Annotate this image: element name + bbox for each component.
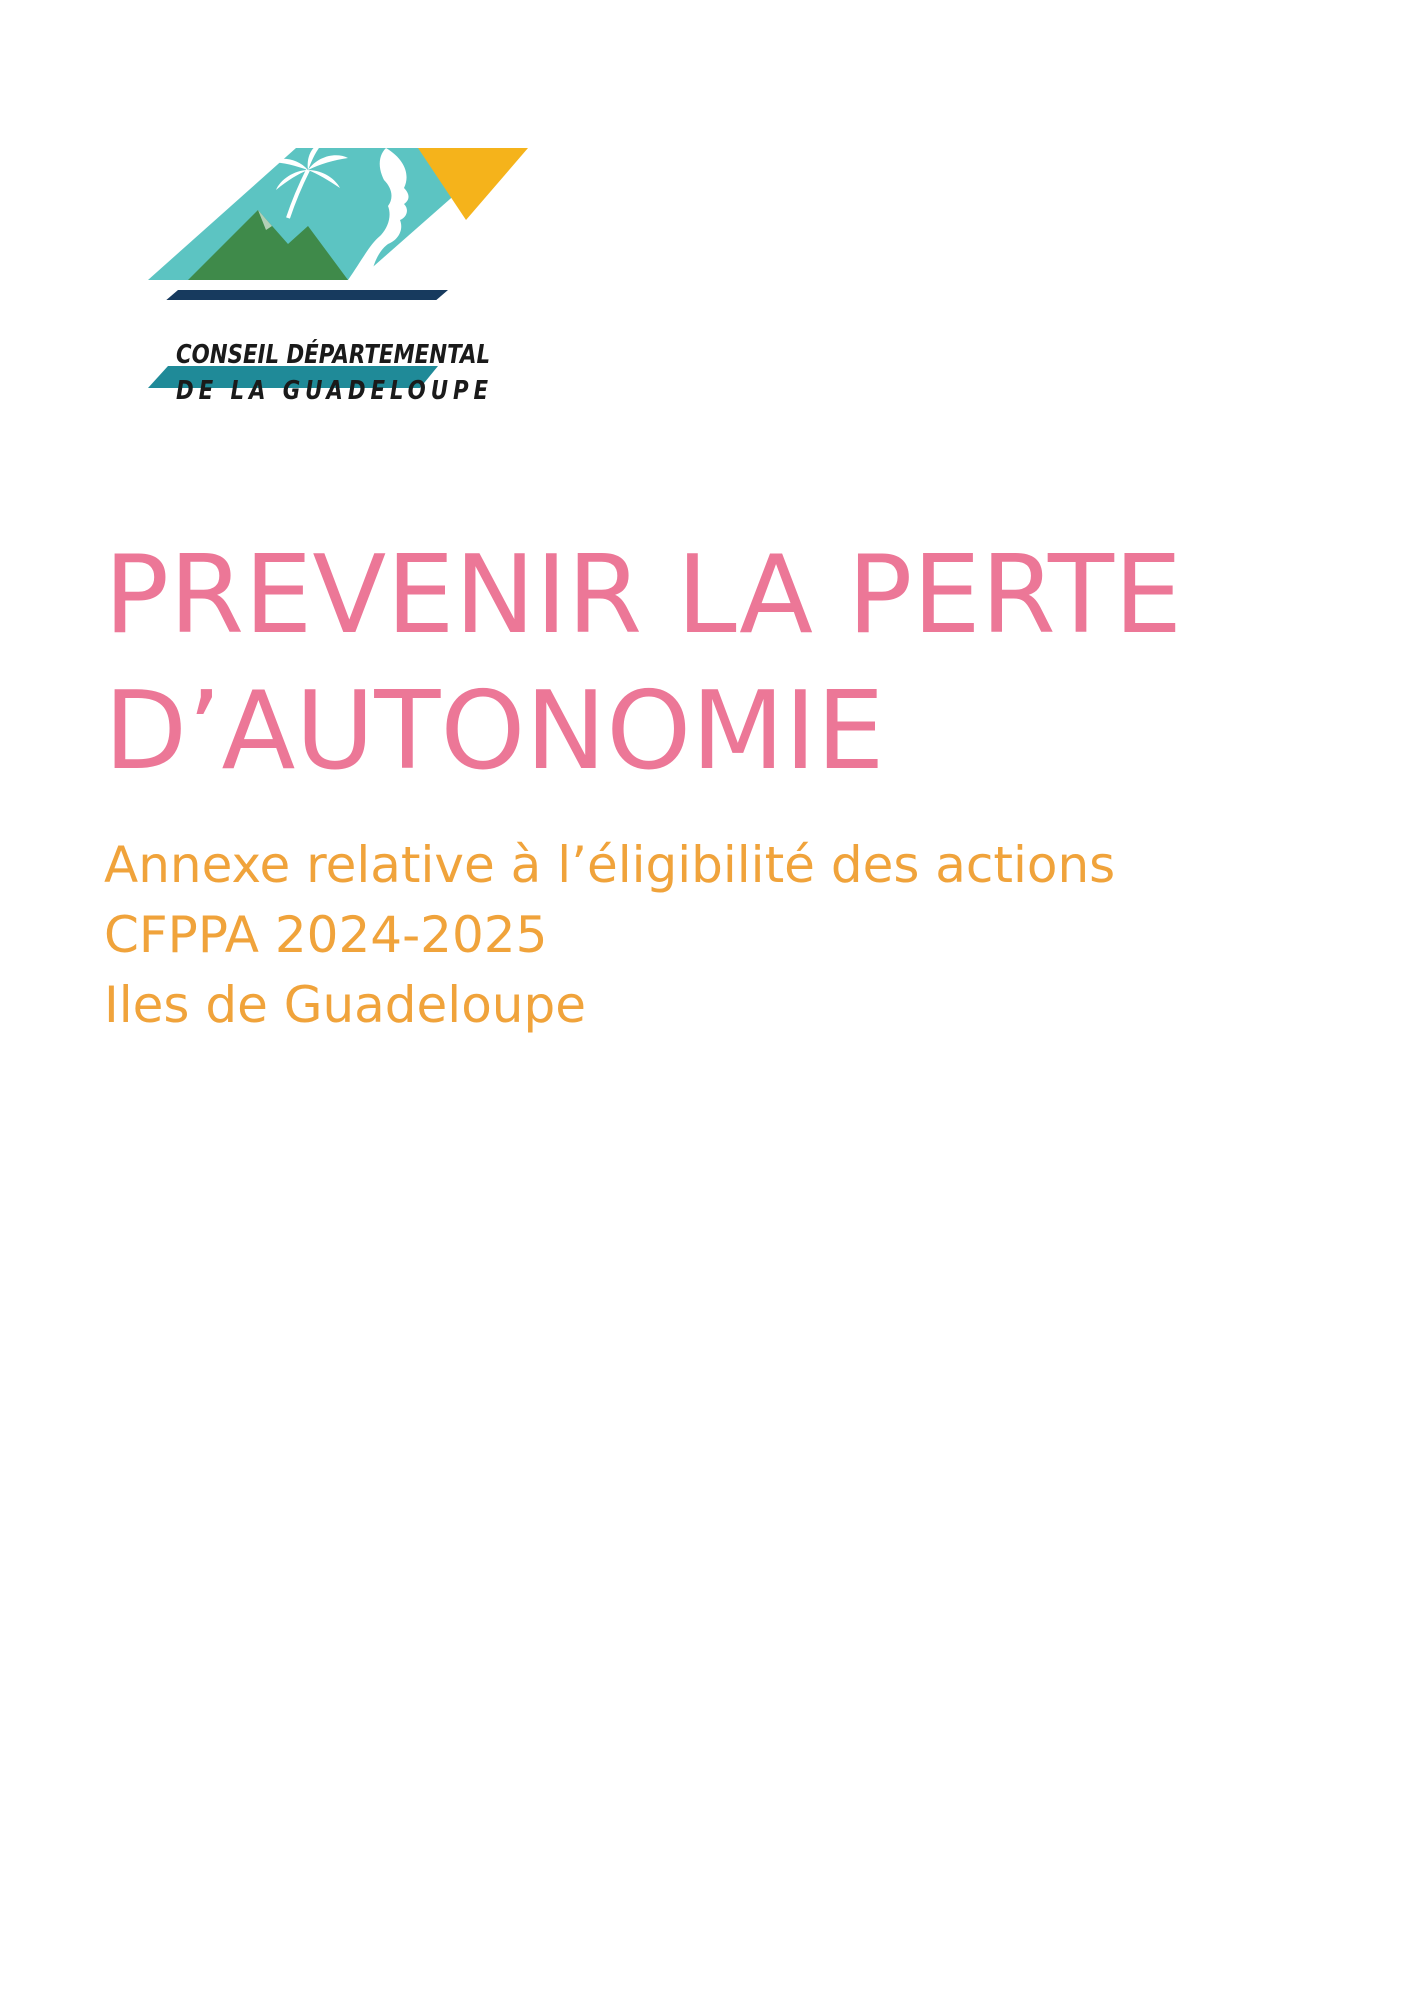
subtitle-line-2: CFPPA 2024-2025: [104, 906, 548, 964]
subtitle-line-3: Iles de Guadeloupe: [104, 976, 586, 1034]
logo-text-line-2: DE LA GUADELOUPE: [176, 376, 493, 406]
department-logo: [148, 140, 568, 430]
logo-text-line-1: CONSEIL DÉPARTEMENTAL: [176, 340, 491, 370]
page-subtitle: [104, 830, 1115, 1040]
subtitle-line-1: Annexe relative à l’éligibilité des actions: [104, 836, 1116, 894]
title-line-2: D’AUTONOMIE: [104, 669, 885, 794]
page-title: [104, 528, 1182, 800]
title-line-1: PREVENIR LA PERTE: [104, 533, 1183, 658]
guadeloupe-department-emblem-icon: [148, 140, 568, 300]
